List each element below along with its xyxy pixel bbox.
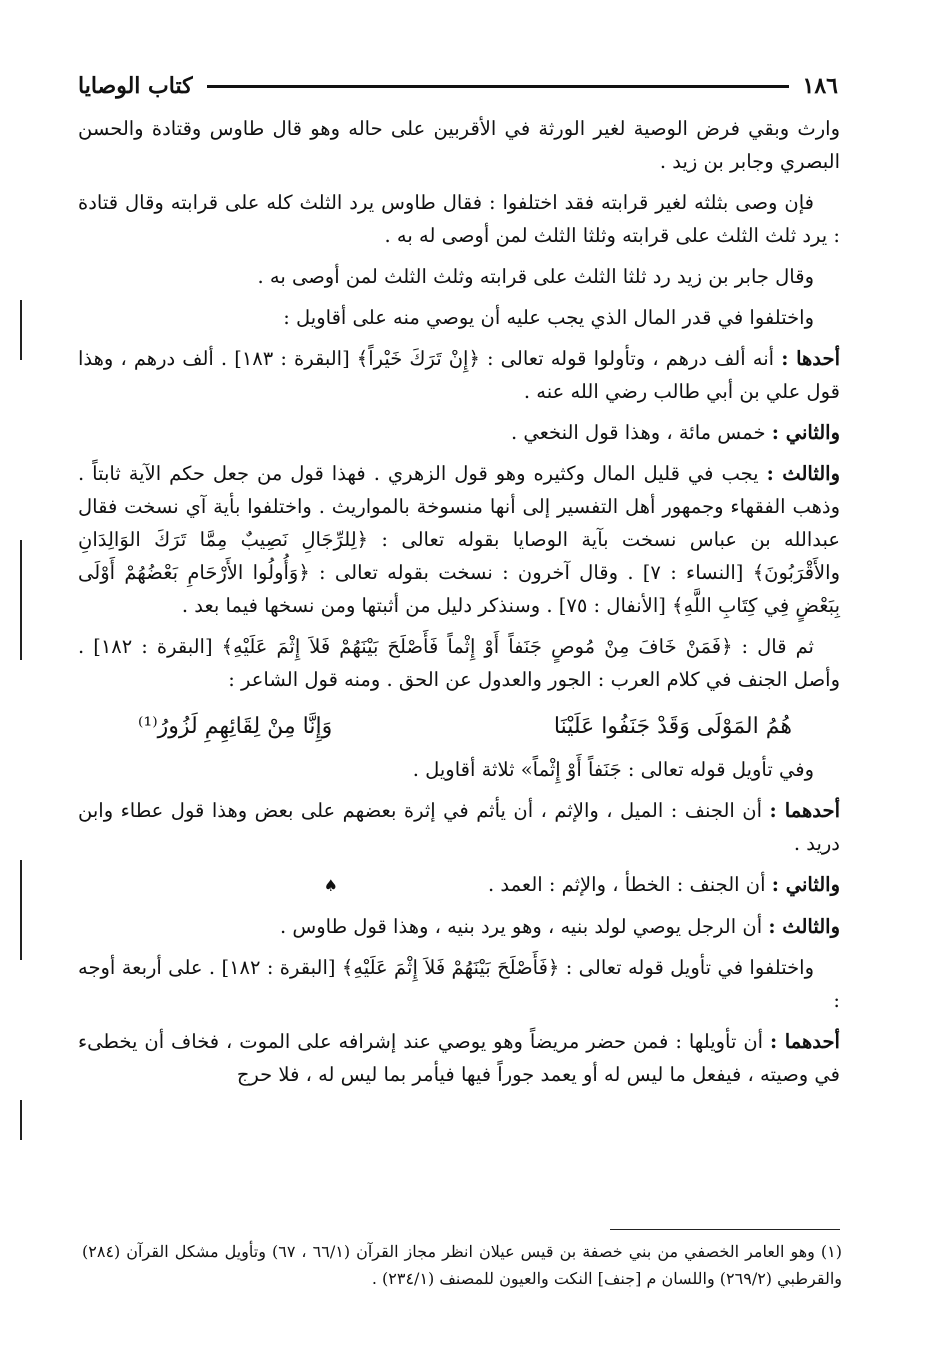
poetry-verse bbox=[78, 704, 840, 747]
paragraph: والثالث : أن الرجل يوصي لولد بنيه ، وهو يرد بنيه ، وهذا قول طاوس . bbox=[280, 915, 840, 938]
paragraph: وفي تأويل قوله تعالى : جَنَفاً أَوْ إِثْماً» ثلاثة أقاويل . bbox=[412, 758, 814, 781]
paragraph: واختلفوا في قدر المال الذي يجب عليه أن يوصي منه على أقاويل : bbox=[283, 306, 814, 329]
paragraph: فإن وصى بثلثه لغير قرابته فقد اختلفوا : فقال طاوس يرد الثلث كله على قرابته وقال قتادة : يرد ثلث الثلث على قرابته وثلثا الثلث لمن أوصى له به . bbox=[78, 191, 840, 247]
running-title: كتاب الوصايا bbox=[78, 73, 193, 99]
margin-mark bbox=[20, 860, 22, 960]
verse-second-hemistich: وَإِنَّا مِنْ لِقَائِهِمِ لَزُورُ⁽¹⁾ bbox=[138, 714, 333, 739]
margin-mark bbox=[20, 540, 22, 660]
paragraph-lead: والثالث : bbox=[766, 462, 840, 485]
paragraph: واختلفوا في تأويل قوله تعالى : ﴿فَأَصْلَحَ بَيْنَهُمْ فَلاَ إِثْمَ عَلَيْهِ﴾ [البقرة : ١٨٢] . على أربعة أوجه : bbox=[78, 956, 840, 1012]
paragraph-lead: والثاني : bbox=[771, 873, 840, 896]
main-text bbox=[78, 112, 840, 1099]
paragraph: والثالث : يجب في قليل المال وكثيره وهو قول الزهري . فهذا قول من جعل حكم الآية ثابتاً . وذهب الفقهاء وجمهور أهل التفسير إلى أنها منسوخة بالمواريث . واختلفوا بأية آي نسخت فقال عبدالله بن عباس نسخت بآية الوصايا بقوله تعالى : ﴿لِلرِّجَالِ نَصِيبٌ مِمَّا تَرَكَ الوَالِدَانِ والأَقْرَبُونَ﴾ [النساء : ٧] . وقال آخرون : نسخت بقوله تعالى : ﴿وَأُولُوا الأَرْحَامِ بَعْضُهُمْ أَوْلَى بِبَعْضٍ فِي كِتَابِ اللَّهِ﴾ [الأنفال : ٧٥] . وسنذكر دليل من أثبتها ومن نسخها فيما بعد . bbox=[78, 462, 840, 617]
margin-mark bbox=[20, 1100, 22, 1140]
footnote-separator bbox=[610, 1229, 840, 1230]
paragraph-lead: والثالث : bbox=[768, 915, 840, 938]
verse-first-hemistich: هُمُ المَوْلَى وَقَدْ جَنَفُوا عَلَيْنَا bbox=[553, 714, 792, 739]
paragraph: أحدهما : أن تأويلها : فمن حضر مريضاً وهو يوصي عند إشرافه على الموت ، فخاف أن يخطىء في وصيته ، فيفعل ما ليس له أو يعمد جوراً فيها فيأمر بما ليس له ، فلا حرج bbox=[78, 1030, 840, 1086]
paragraph: أحدها : أنه ألف درهم ، وتأولوا قوله تعالى : ﴿إِنْ تَرَكَ خَيْراً﴾ [البقرة : ١٨٣] . ألف درهم ، وهذا قول علي بن أبي طالب رضي الله عنه . bbox=[78, 347, 840, 403]
paragraph: وقال جابر بن زيد رد ثلثا الثلث على قرابته وثلث الثلث لمن أوصى به . bbox=[257, 265, 814, 288]
paragraph-lead: أحدها : bbox=[781, 347, 840, 370]
paragraph-lead: أحدهما : bbox=[770, 1030, 840, 1053]
paragraph-lead: أحدهما : bbox=[769, 799, 840, 822]
footnote: (١) وهو العامر الخصفي من بني خصفة بن قيس عيلان انظر مجاز القرآن (٦٦/١ ، ٦٧) وتأويل مشكل القرآن (٢٨٤) والقرطبي (٢٦٩/٢) واللسان م [جنف] النكت والعيون للمصنف (٢٣٤/١) . bbox=[82, 1242, 842, 1288]
paragraph: والثاني : خمس مائة ، وهذا قول النخعي . bbox=[510, 421, 840, 444]
paragraph: ثم قال : ﴿فَمَنْ خَافَ مِنْ مُوصٍ جَنَفاً أَوْ إِثْماً فَأَصْلَحَ بَيْنَهُمْ فَلاَ إِثْمَ عَلَيْهِ﴾ [البقرة : ١٨٢] . وأصل الجنف في كلام العرب : الجور والعدول عن الحق . ومنه قول الشاعر : bbox=[78, 635, 840, 691]
header-rule bbox=[207, 85, 789, 88]
ornament-icon: ♠ bbox=[323, 876, 339, 895]
paragraph-lead: والثاني : bbox=[771, 421, 840, 444]
margin-mark bbox=[20, 300, 22, 360]
paragraph: والثاني : أن الجنف : الخطأ ، والإثم : العمد .♠ bbox=[78, 868, 840, 902]
page-header bbox=[78, 68, 838, 104]
paragraph: وارث وبقي فرض الوصية لغير الورثة في الأقربين على حاله وهو قال طاوس وقتادة والحسن البصري وجابر بن زيد . bbox=[78, 117, 840, 173]
page-number: ١٨٦ bbox=[802, 73, 838, 99]
paragraph: أحدهما : أن الجنف : الميل ، والإثم ، أن يأثم في إثرة بعضهم على بعض وهذا قول عطاء وابن دريد . bbox=[78, 799, 840, 855]
